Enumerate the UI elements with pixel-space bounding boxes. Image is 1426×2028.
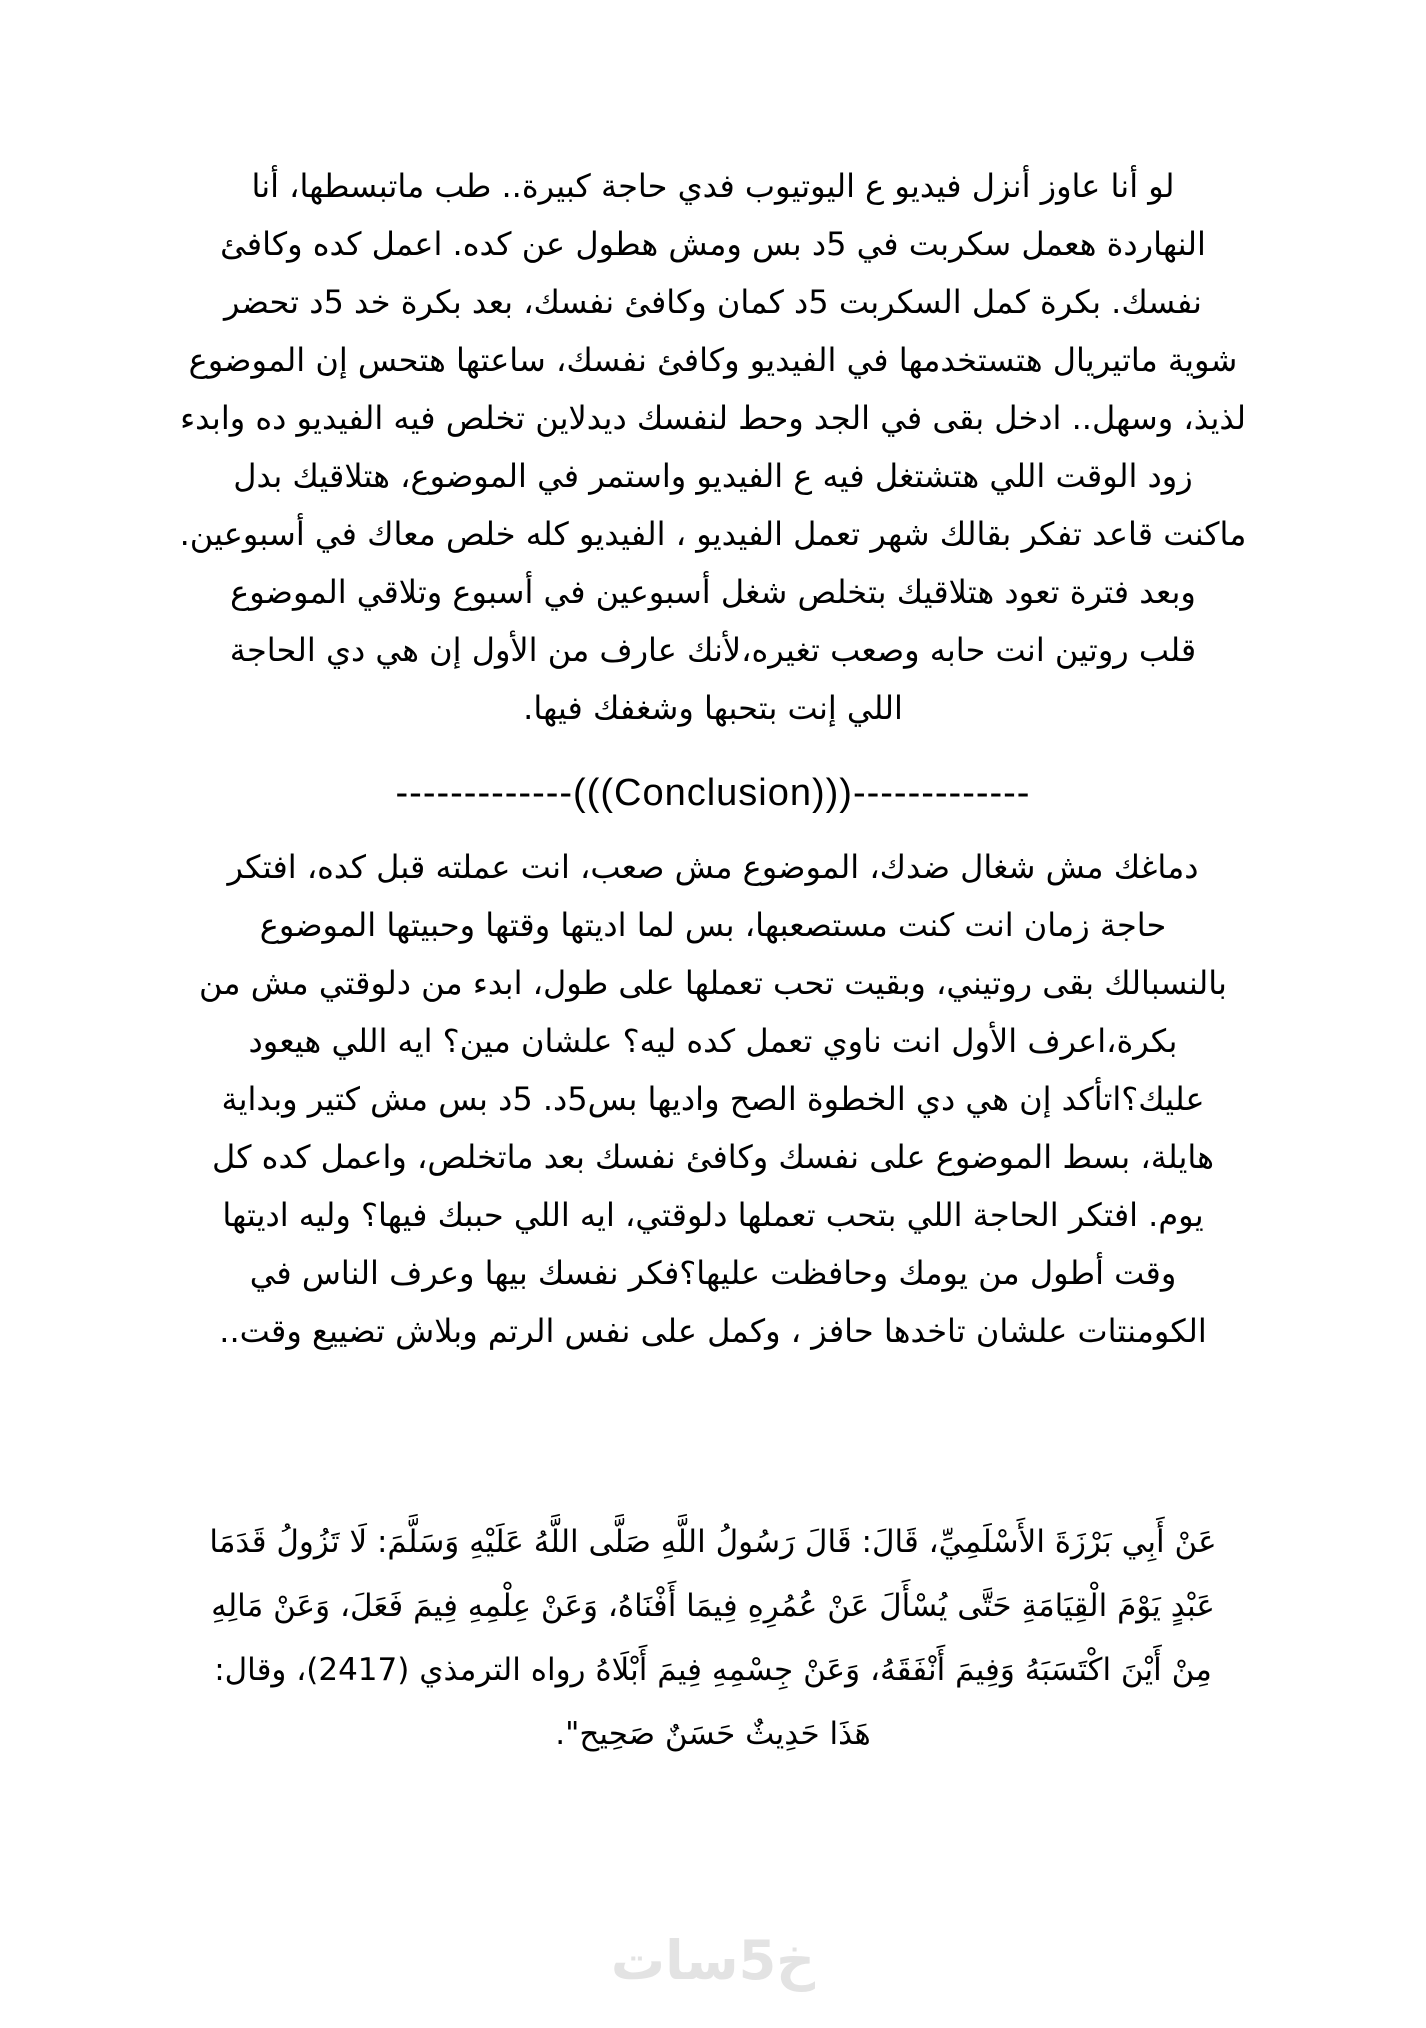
text-line: يوم. افتكر الحاجة اللي بتحب تعملها دلوقتي، ايه اللي حببك فيها؟ وليه اديتها [222,1196,1204,1234]
text-line: الكومنتات علشان تاخدها حافز ، وكمل على نفس الرتم وبلاش تضييع وقت.. [219,1312,1207,1350]
hadith-line: عَبْدٍ يَوْمَ الْقِيَامَةِ حَتَّى يُسْأَلَ عَنْ عُمُرِهِ فِيمَا أَفْنَاهُ، وَعَنْ عِلْمِهِ فِيمَ فَعَلَ، وَعَنْ مَالِهِ [211,1588,1215,1624]
text-line: اللي إنت بتحبها وشغفك فيها. [523,689,903,727]
text-line: بالنسبالك بقى روتيني، وبقيت تحب تعملها على طول، ابدء من دلوقتي مش من [199,964,1227,1002]
text-line: دماغك مش شغال ضدك، الموضوع مش صعب، انت عملته قبل كده، افتكر [227,848,1199,886]
hadith-line: هَذَا حَدِيثٌ حَسَنٌ صَحِيح". [555,1716,871,1752]
text-line: بكرة،اعرف الأول انت ناوي تعمل كده ليه؟ علشان مين؟ ايه اللي هيعود [248,1022,1178,1060]
text-line: وبعد فترة تعود هتلاقيك بتخلص شغل أسبوعين في أسبوع وتلاقي الموضوع [230,573,1196,611]
text-line: لذيذ، وسهل.. ادخل بقى في الجد وحط لنفسك ديدلاين تخلص فيه الفيديو ده وابدء [180,399,1246,437]
text-line: وقت أطول من يومك وحافظت عليها؟فكر نفسك بيها وعرف الناس في [249,1254,1177,1292]
text-line: لو أنا عاوز أنزل فيديو ع اليوتيوب فدي حاجة كبيرة.. طب ماتبسطها، أنا [251,167,1175,205]
conclusion-divider: -------------(((Conclusion)))------------- [395,772,1031,814]
text-line: حاجة زمان انت كنت مستصعبها، بس لما اديتها وقتها وحبيتها الموضوع [259,906,1167,944]
hadith-line: عَنْ أَبِي بَرْزَةَ الأَسْلَمِيِّ، قَالَ: قَالَ رَسُولُ اللَّهِ صَلَّى اللَّهُ عَلَيْهِ وَسَلَّمَ: لَا تَزُولُ قَدَمَا [209,1524,1217,1560]
text-line: ماكنت قاعد تفكر بقالك شهر تعمل الفيديو ، الفيديو كله خلص معاك في أسبوعين. [179,515,1247,553]
paragraph-hadith [104,1510,1322,1766]
text-line: هايلة، بسط الموضوع على نفسك وكافئ نفسك بعد ماتخلص، واعمل كده كل [212,1138,1214,1176]
khamsat-watermark: خ5سات [610,1929,816,1992]
paragraph-conclusion [104,838,1322,1360]
text-line: نفسك. بكرة كمل السكربت 5د كمان وكافئ نفسك، بعد بكرة خد 5د تحضر [224,283,1202,321]
text-line: شوية ماتيريال هتستخدمها في الفيديو وكافئ نفسك، ساعتها هتحس إن الموضوع [188,341,1238,379]
text-line: عليك؟اتأكد إن هي دي الخطوة الصح واديها بس5د. 5د بس مش كتير وبداية [221,1080,1205,1118]
text-line: زود الوقت اللي هتشتغل فيه ع الفيديو واستمر في الموضوع، هتلاقيك بدل [233,457,1193,495]
paragraph-intro [104,157,1322,737]
text-line: قلب روتين انت حابه وصعب تغيره،لأنك عارف من الأول إن هي دي الحاجة [229,631,1197,669]
hadith-line: مِنْ أَيْنَ اكْتَسَبَهُ وَفِيمَ أَنْفَقَهُ، وَعَنْ جِسْمِهِ فِيمَ أَبْلَاهُ رواه الترمذي (2417)، وقال: [214,1652,1212,1688]
text-line: النهاردة هعمل سكربت في 5د بس ومش هطول عن كده. اعمل كده وكافئ [220,225,1206,263]
